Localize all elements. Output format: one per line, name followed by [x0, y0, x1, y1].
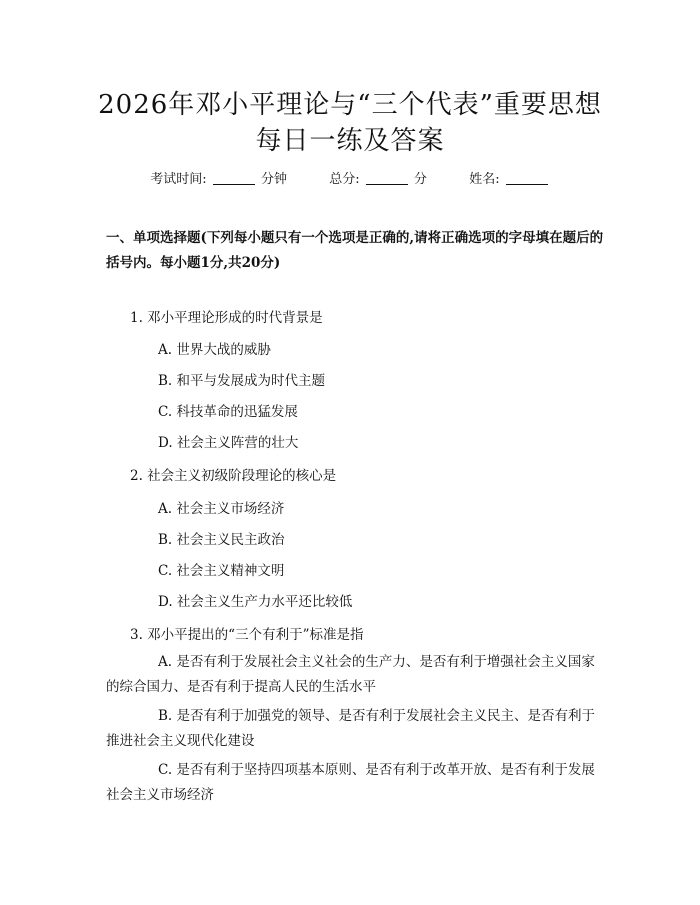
question-stem: 3. 邓小平提出的“三个有利于”标准是指	[130, 627, 364, 643]
question-option: B. 和平与发展成为时代主题	[158, 373, 326, 389]
score-blank	[366, 184, 408, 185]
section-heading: 一、单项选择题(下列每小题只有一个选项是正确的,请将正确选项的字母填在题后的括号内。每小题1分,共20分)	[106, 230, 604, 271]
score-label: 总分:	[329, 172, 360, 187]
page-title-line2: 每日一练及答案	[255, 126, 445, 156]
question-option: C. 社会主义精神文明	[158, 563, 285, 579]
time-blank	[213, 184, 255, 185]
question-option: B. 社会主义民主政治	[158, 532, 285, 548]
page-title-line1: 2026年邓小平理论与“三个代表”重要思想	[98, 90, 602, 120]
question-option: C. 科技革命的迅猛发展	[158, 404, 298, 420]
question-option: B. 是否有利于加强党的领导、是否有利于发展社会主义民主、是否有利于推进社会主义现代化建设	[106, 708, 596, 749]
time-label: 考试时间:	[150, 172, 207, 187]
exam-meta	[0, 168, 700, 187]
name-blank	[506, 184, 548, 185]
question-option: A. 是否有利于发展社会主义社会的生产力、是否有利于增强社会主义国家的综合国力、是否有利于提高人民的生活水平	[106, 654, 595, 695]
question-stem: 1. 邓小平理论形成的时代背景是	[130, 310, 323, 326]
time-unit: 分钟	[260, 172, 287, 187]
question-option: A. 世界大战的威胁	[158, 342, 271, 358]
question-option: A. 社会主义市场经济	[158, 501, 285, 517]
score-unit: 分	[413, 172, 427, 187]
question-stem: 2. 社会主义初级阶段理论的核心是	[130, 468, 337, 484]
question-option: D. 社会主义阵营的壮大	[158, 435, 299, 451]
question-option: D. 社会主义生产力水平还比较低	[158, 594, 353, 610]
name-label: 姓名:	[469, 172, 500, 187]
question-option: C. 是否有利于坚持四项基本原则、是否有利于改革开放、是否有利于发展社会主义市场经济	[106, 762, 595, 803]
